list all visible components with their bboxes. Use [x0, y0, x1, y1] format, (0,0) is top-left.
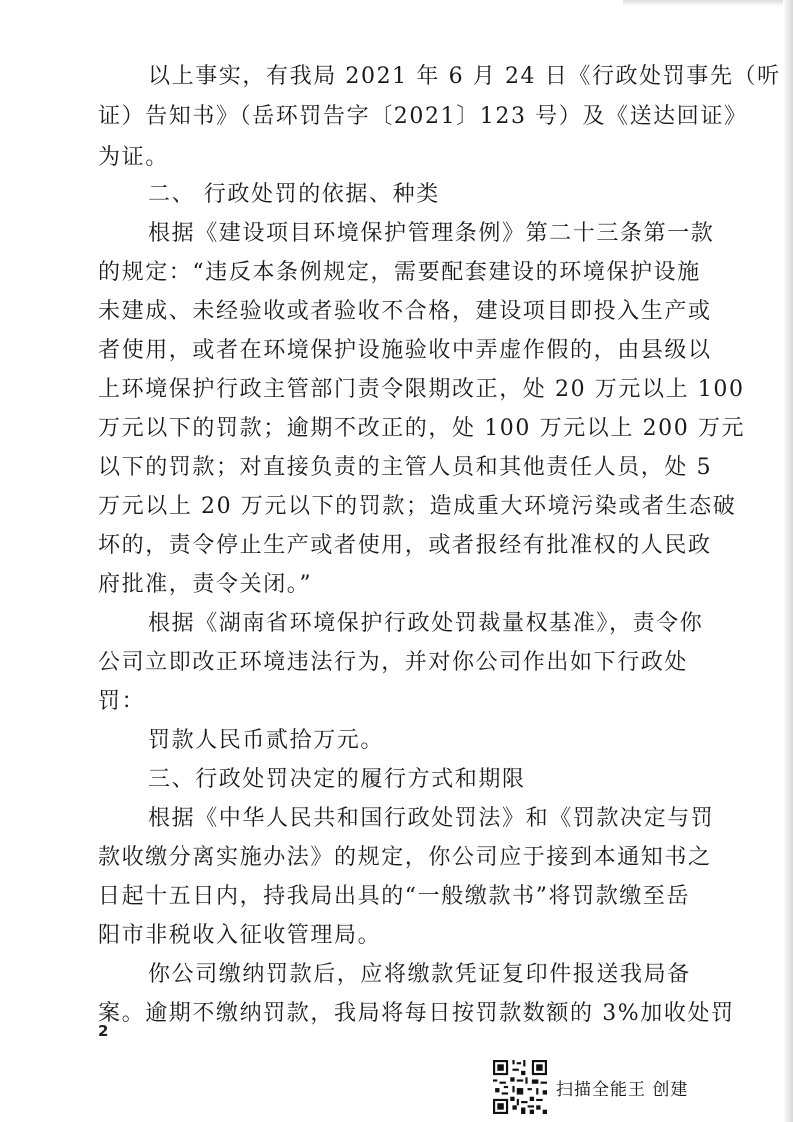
body-line-10: 万元以下的罚款；逾期不改正的，处 100 万元以上 200 万元: [98, 416, 746, 441]
body-line-16: 公司立即改正环境违法行为，并对你公司作出如下行政处: [98, 650, 689, 675]
body-line-8: 者使用，或者在环境保护设施验收中弄虚作假的，由县级以: [98, 338, 712, 363]
body-line-23: 阳市非税收入征收管理局。: [98, 923, 382, 948]
scanner-app-watermark: 扫描全能王 创建: [556, 1080, 689, 1100]
section-heading-2: 二、 行政处罚的依据、种类: [148, 182, 440, 207]
section-heading-3: 三、行政处罚决定的履行方式和期限: [148, 767, 526, 792]
body-line-11: 以下的罚款；对直接负责的主管人员和其他责任人员，处 5: [98, 455, 713, 480]
body-line-1: 以上事实，有我局 2021 年 6 月 24 日《行政处罚事先（听: [148, 64, 781, 89]
body-line-14: 府批准，责令关闭。”: [98, 572, 313, 597]
body-line-25: 案。逾期不缴纳罚款，我局将每日按罚款数额的 3%加收处罚: [98, 1001, 735, 1026]
body-line-20: 根据《中华人民共和国行政处罚法》和《罚款决定与罚: [148, 806, 715, 831]
body-line-6: 的规定：“违反本条例规定，需要配套建设的环境保护设施: [98, 260, 701, 285]
body-line-7: 未建成、未经验收或者验收不合格，建设项目即投入生产或: [98, 299, 712, 324]
page-corner-shadow: [623, 0, 783, 6]
body-line-17: 罚：: [98, 689, 146, 714]
body-line-2: 证）告知书》（岳环罚告字〔2021〕123 号）及《送达回证》: [98, 104, 748, 129]
body-line-5: 根据《建设项目环境保护管理条例》第二十三条第一款: [148, 221, 715, 246]
page-number: 2: [98, 1022, 109, 1040]
body-line-12: 万元以上 20 万元以下的罚款；造成重大环境污染或者生态破: [98, 494, 737, 519]
qr-code-icon: [493, 1060, 547, 1114]
penalty-amount: 罚款人民币贰拾万元。: [148, 728, 385, 753]
body-line-24: 你公司缴纳罚款后，应将缴款凭证复印件报送我局备: [148, 962, 691, 987]
body-line-15: 根据《湖南省环境保护行政处罚裁量权基准》，责令你: [148, 611, 704, 636]
page-edge-shadow: [783, 0, 793, 1122]
body-line-3: 为证。: [98, 145, 169, 170]
body-line-21: 款收缴分离实施办法》的规定，你公司应于接到本通知书之: [98, 845, 712, 870]
body-line-22: 日起十五日内，持我局出具的“一般缴款书”将罚款缴至岳: [98, 884, 691, 909]
body-line-13: 坏的，责令停止生产或者使用，或者报经有批准权的人民政: [98, 533, 712, 558]
body-line-9: 上环境保护行政主管部门责令限期改正，处 20 万元以上 100: [98, 377, 745, 402]
